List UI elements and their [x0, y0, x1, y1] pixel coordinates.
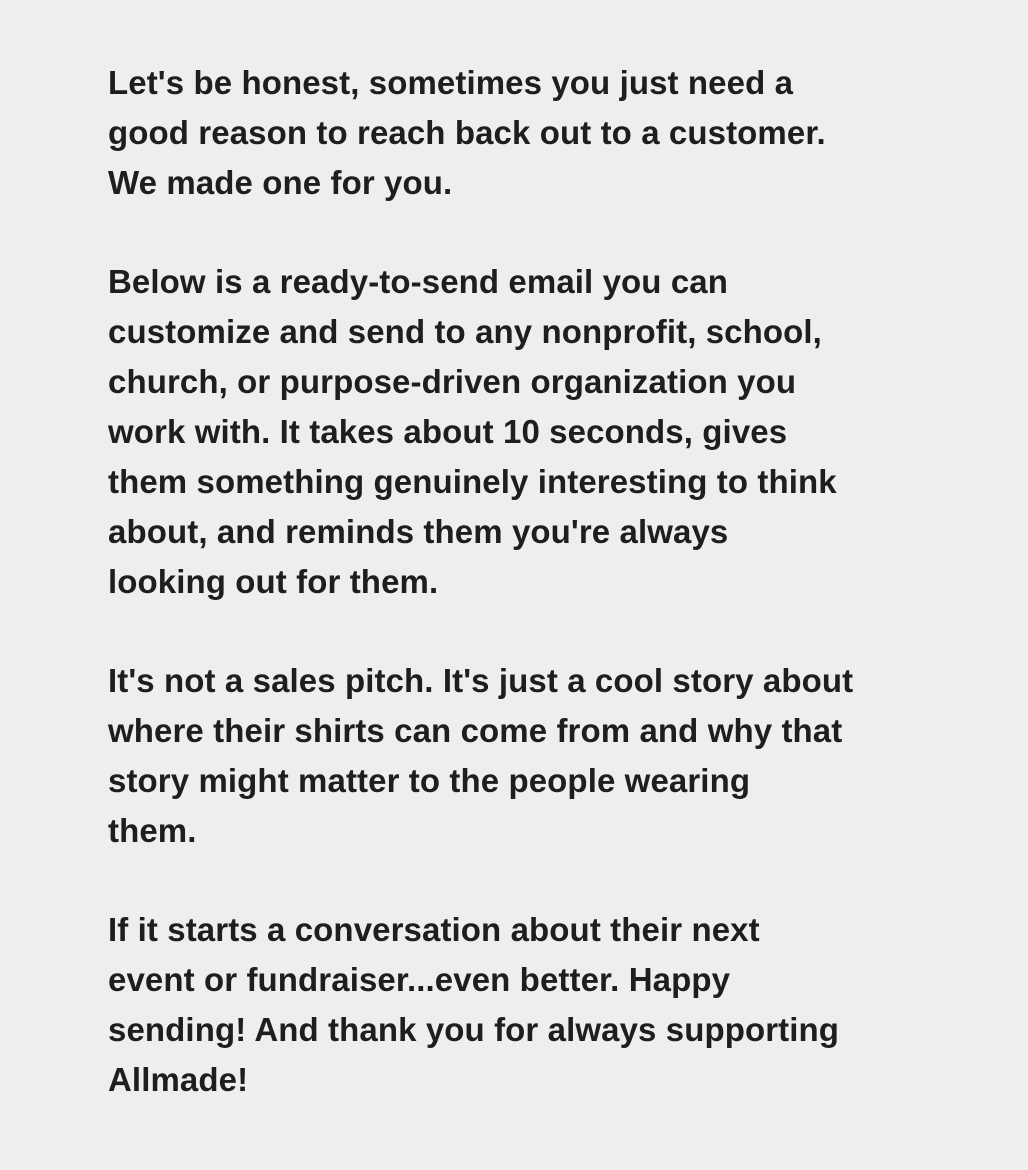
- text-line: If it starts a conversation about their next: [108, 911, 760, 948]
- text-line: story might matter to the people wearing: [108, 762, 751, 799]
- closing-paragraph: [108, 905, 938, 1105]
- text-line: where their shirts can come from and why that: [108, 712, 843, 749]
- text-line: sending! And thank you for always supporting: [108, 1011, 840, 1048]
- text-line: them.: [108, 812, 197, 849]
- text-line: work with. It takes about 10 seconds, gives: [108, 413, 788, 450]
- text-line: We made one for you.: [108, 164, 453, 201]
- email-description-paragraph: [108, 257, 938, 607]
- text-line: church, or purpose-driven organization you: [108, 363, 797, 400]
- text-line: Allmade!: [108, 1061, 249, 1098]
- text-line: looking out for them.: [108, 563, 439, 600]
- text-line: event or fundraiser...even better. Happy: [108, 961, 731, 998]
- text-line: good reason to reach back out to a customer.: [108, 114, 826, 151]
- text-line: Below is a ready-to-send email you can: [108, 263, 728, 300]
- text-line: It's not a sales pitch. It's just a cool story about: [108, 662, 854, 699]
- text-line: customize and send to any nonprofit, school,: [108, 313, 822, 350]
- not-sales-pitch-paragraph: [108, 656, 938, 856]
- intro-paragraph: [108, 58, 938, 208]
- text-line: them something genuinely interesting to think: [108, 463, 837, 500]
- text-line: about, and reminds them you're always: [108, 513, 729, 550]
- text-line: Let's be honest, sometimes you just need a: [108, 64, 794, 101]
